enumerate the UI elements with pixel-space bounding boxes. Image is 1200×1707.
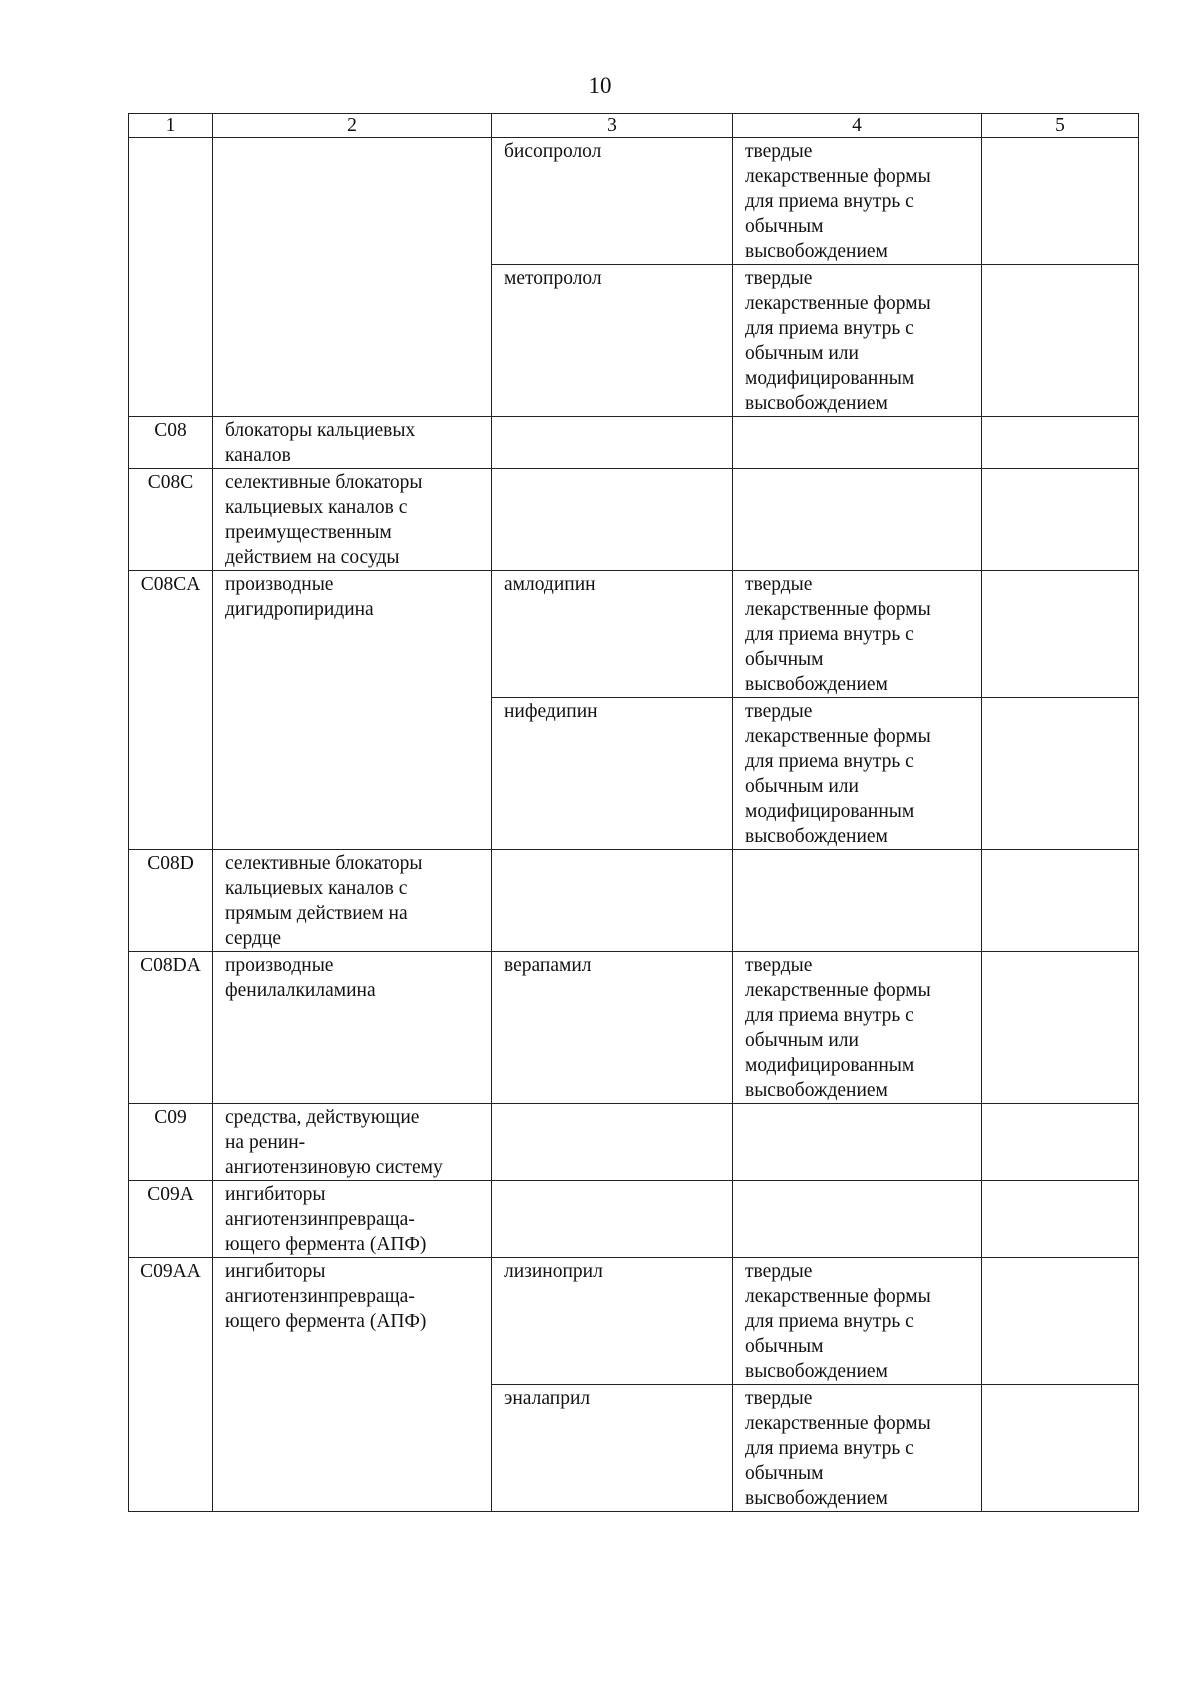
column-number-row <box>129 114 1139 138</box>
note-cell <box>982 850 1139 952</box>
note-cell <box>982 1385 1139 1512</box>
drug-name-cell: метопролол <box>492 265 733 417</box>
drug-name-cell <box>492 850 733 952</box>
drug-name-cell: бисопролол <box>492 138 733 265</box>
dosage-form-cell <box>733 850 982 952</box>
column-number: 5 <box>982 114 1139 138</box>
note-cell <box>982 265 1139 417</box>
table-row <box>129 1258 1139 1385</box>
table-row <box>129 1104 1139 1181</box>
atc-code-cell: C09AA <box>129 1258 213 1512</box>
drug-name-cell: эналаприл <box>492 1385 733 1512</box>
note-cell <box>982 952 1139 1104</box>
table-row <box>129 138 1139 265</box>
atc-code-cell: C08DA <box>129 952 213 1104</box>
note-cell <box>982 1104 1139 1181</box>
drug-name-cell: нифедипин <box>492 698 733 850</box>
table-row <box>129 469 1139 571</box>
dosage-form-cell <box>733 417 982 469</box>
table-row <box>129 417 1139 469</box>
table-row <box>129 850 1139 952</box>
group-name-cell: селективные блокаторы кальциевых каналов с преимущественным действием на сосуды <box>213 469 492 571</box>
group-name-cell: ингибиторы ангиотензинпревраща- ющего фермента (АПФ) <box>213 1258 492 1512</box>
dosage-form-cell <box>733 1181 982 1258</box>
note-cell <box>982 698 1139 850</box>
table-row <box>129 571 1139 698</box>
dosage-form-cell: твердые лекарственные формы для приема внутрь с обычным высвобождением <box>733 571 982 698</box>
note-cell <box>982 1258 1139 1385</box>
atc-code-cell: C08C <box>129 469 213 571</box>
column-number: 2 <box>213 114 492 138</box>
medication-table <box>128 113 1139 1512</box>
column-number: 4 <box>733 114 982 138</box>
group-name-cell: селективные блокаторы кальциевых каналов с прямым действием на сердце <box>213 850 492 952</box>
dosage-form-cell: твердые лекарственные формы для приема внутрь с обычным высвобождением <box>733 1258 982 1385</box>
note-cell <box>982 469 1139 571</box>
drug-name-cell: амлодипин <box>492 571 733 698</box>
group-name-cell: блокаторы кальциевых каналов <box>213 417 492 469</box>
atc-code-cell: C08D <box>129 850 213 952</box>
note-cell <box>982 1181 1139 1258</box>
drug-name-cell <box>492 469 733 571</box>
atc-code-cell: C09A <box>129 1181 213 1258</box>
group-name-cell <box>213 138 492 417</box>
group-name-cell: средства, действующие на ренин- ангиотензиновую систему <box>213 1104 492 1181</box>
table-row <box>129 1181 1139 1258</box>
page-number: 10 <box>588 73 612 98</box>
note-cell <box>982 417 1139 469</box>
dosage-form-cell <box>733 469 982 571</box>
note-cell <box>982 138 1139 265</box>
group-name-cell: производные дигидропиридина <box>213 571 492 850</box>
drug-name-cell: лизиноприл <box>492 1258 733 1385</box>
dosage-form-cell: твердые лекарственные формы для приема внутрь с обычным или модифицированным высвобождением <box>733 952 982 1104</box>
column-number: 1 <box>129 114 213 138</box>
drug-name-cell: верапамил <box>492 952 733 1104</box>
atc-code-cell: C08 <box>129 417 213 469</box>
drug-name-cell <box>492 1181 733 1258</box>
group-name-cell: производные фенилалкиламина <box>213 952 492 1104</box>
atc-code-cell: C09 <box>129 1104 213 1181</box>
dosage-form-cell: твердые лекарственные формы для приема внутрь с обычным или модифицированным высвобождением <box>733 698 982 850</box>
atc-code-cell <box>129 138 213 417</box>
drug-name-cell <box>492 417 733 469</box>
atc-code-cell: C08CA <box>129 571 213 850</box>
column-number: 3 <box>492 114 733 138</box>
group-name-cell: ингибиторы ангиотензинпревраща- ющего фермента (АПФ) <box>213 1181 492 1258</box>
dosage-form-cell: твердые лекарственные формы для приема внутрь с обычным или модифицированным высвобождением <box>733 265 982 417</box>
drug-name-cell <box>492 1104 733 1181</box>
dosage-form-cell <box>733 1104 982 1181</box>
dosage-form-cell: твердые лекарственные формы для приема внутрь с обычным высвобождением <box>733 138 982 265</box>
note-cell <box>982 571 1139 698</box>
table-row <box>129 952 1139 1104</box>
dosage-form-cell: твердые лекарственные формы для приема внутрь с обычным высвобождением <box>733 1385 982 1512</box>
